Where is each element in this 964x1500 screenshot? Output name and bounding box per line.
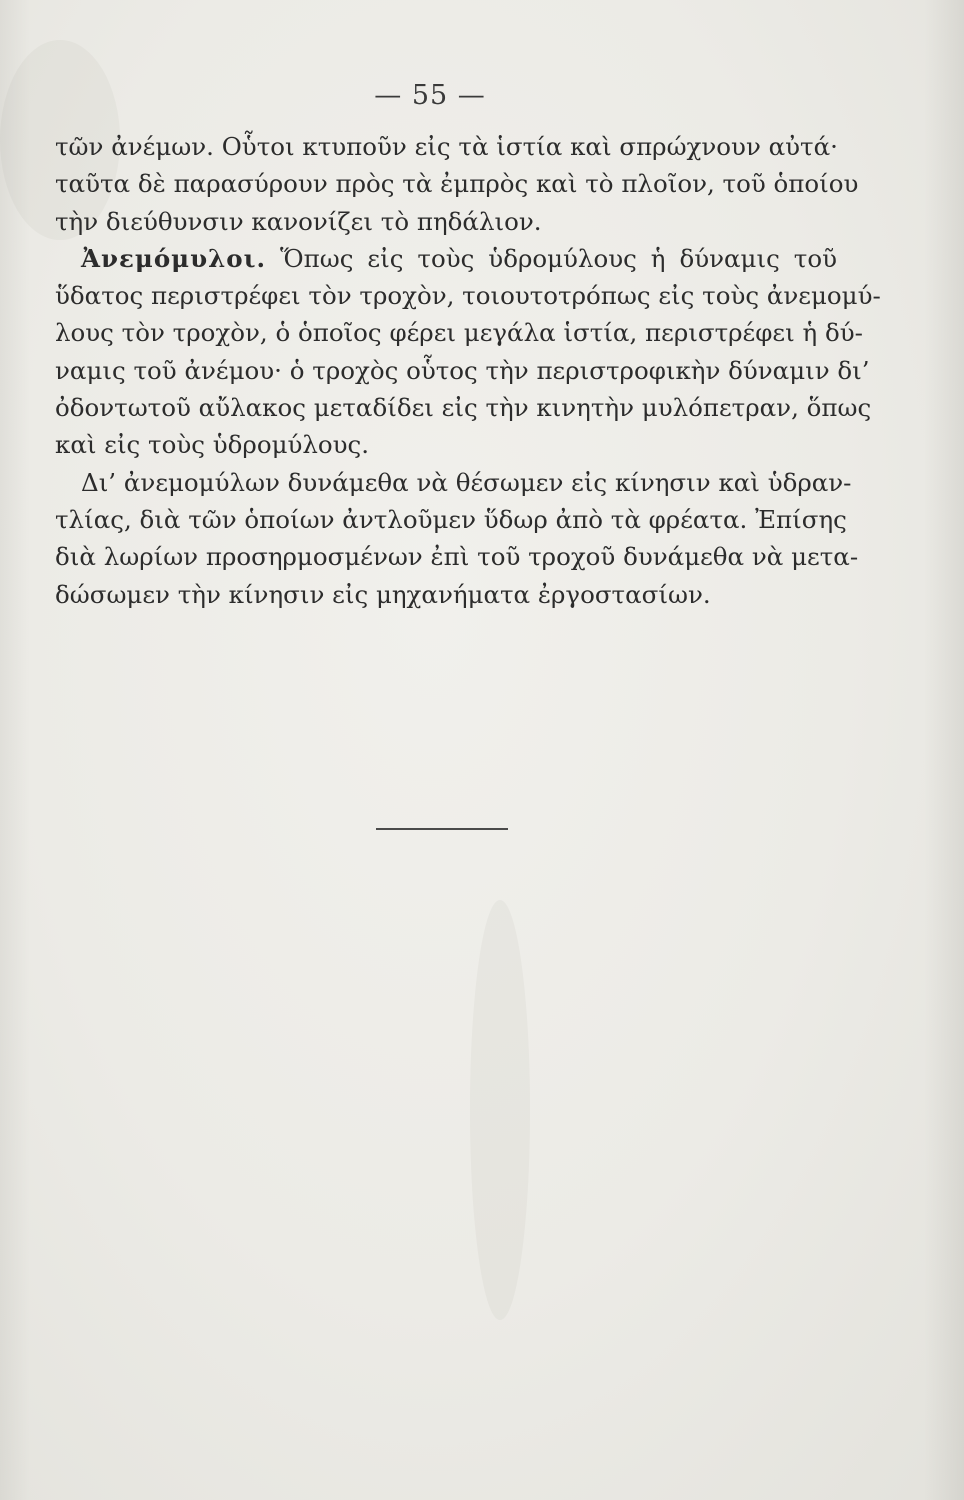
paper-stain: [470, 900, 530, 1320]
page-number: — 55 —: [374, 80, 486, 111]
text-line: τλίας, διὰ τῶν ὁποίων ἀντλοῦμεν ὕδωρ ἀπὸ τὰ φρέατα. Ἐπίσης: [55, 504, 847, 534]
text-line-rest: Ὅπως εἰς τοὺς ὑδρομύλους ἡ δύναμις τοῦ: [280, 243, 837, 273]
text-line: τὴν διεύθυνσιν κανονίζει τὸ πηδάλιον.: [55, 206, 542, 236]
page-left-edge-shadow: [0, 0, 30, 1500]
text-line: λους τὸν τροχὸν, ὁ ὁποῖος φέρει μεγάλα ἱστία, περιστρέφει ἡ δύ-: [55, 318, 863, 348]
text-line: [55, 240, 837, 277]
text-line: Δι’ ἀνεμομύλων δυνάμεθα νὰ θέσωμεν εἰς κίνησιν καὶ ὑδραν-: [81, 467, 852, 497]
text-line: καὶ εἰς τοὺς ὑδρομύλους.: [55, 430, 370, 460]
end-of-section-rule: [376, 828, 508, 830]
section-heading: Ἀνεμόμυλοι.: [81, 243, 267, 273]
text-line: δώσωμεν τὴν κίνησιν εἰς μηχανήματα ἐργοστασίων.: [55, 579, 711, 609]
text-line: ὕδατος περιστρέφει τὸν τροχὸν, τοιουτοτρόπως εἰς τοὺς ἀνεμομύ-: [55, 281, 881, 311]
body-text: [55, 128, 881, 613]
text-line: ὀδοντωτοῦ αὔλακος μεταδίδει εἰς τὴν κινητὴν μυλόπετραν, ὅπως: [55, 393, 872, 423]
text-line: ταῦτα δὲ παρασύρουν πρὸς τὰ ἐμπρὸς καὶ τὸ πλοῖον, τοῦ ὁποίου: [55, 169, 859, 199]
text-line: διὰ λωρίων προσηρμοσμένων ἐπὶ τοῦ τροχοῦ δυνάμεθα νὰ μετα-: [55, 542, 859, 572]
text-line: τῶν ἀνέμων. Οὗτοι κτυποῦν εἰς τὰ ἱστία καὶ σπρώχνουν αὐτά·: [55, 132, 838, 161]
page-right-edge-shadow: [924, 0, 964, 1500]
text-line: ναμις τοῦ ἀνέμου· ὁ τροχὸς οὗτος τὴν περιστροφικὴν δύναμιν δι’: [55, 355, 870, 385]
